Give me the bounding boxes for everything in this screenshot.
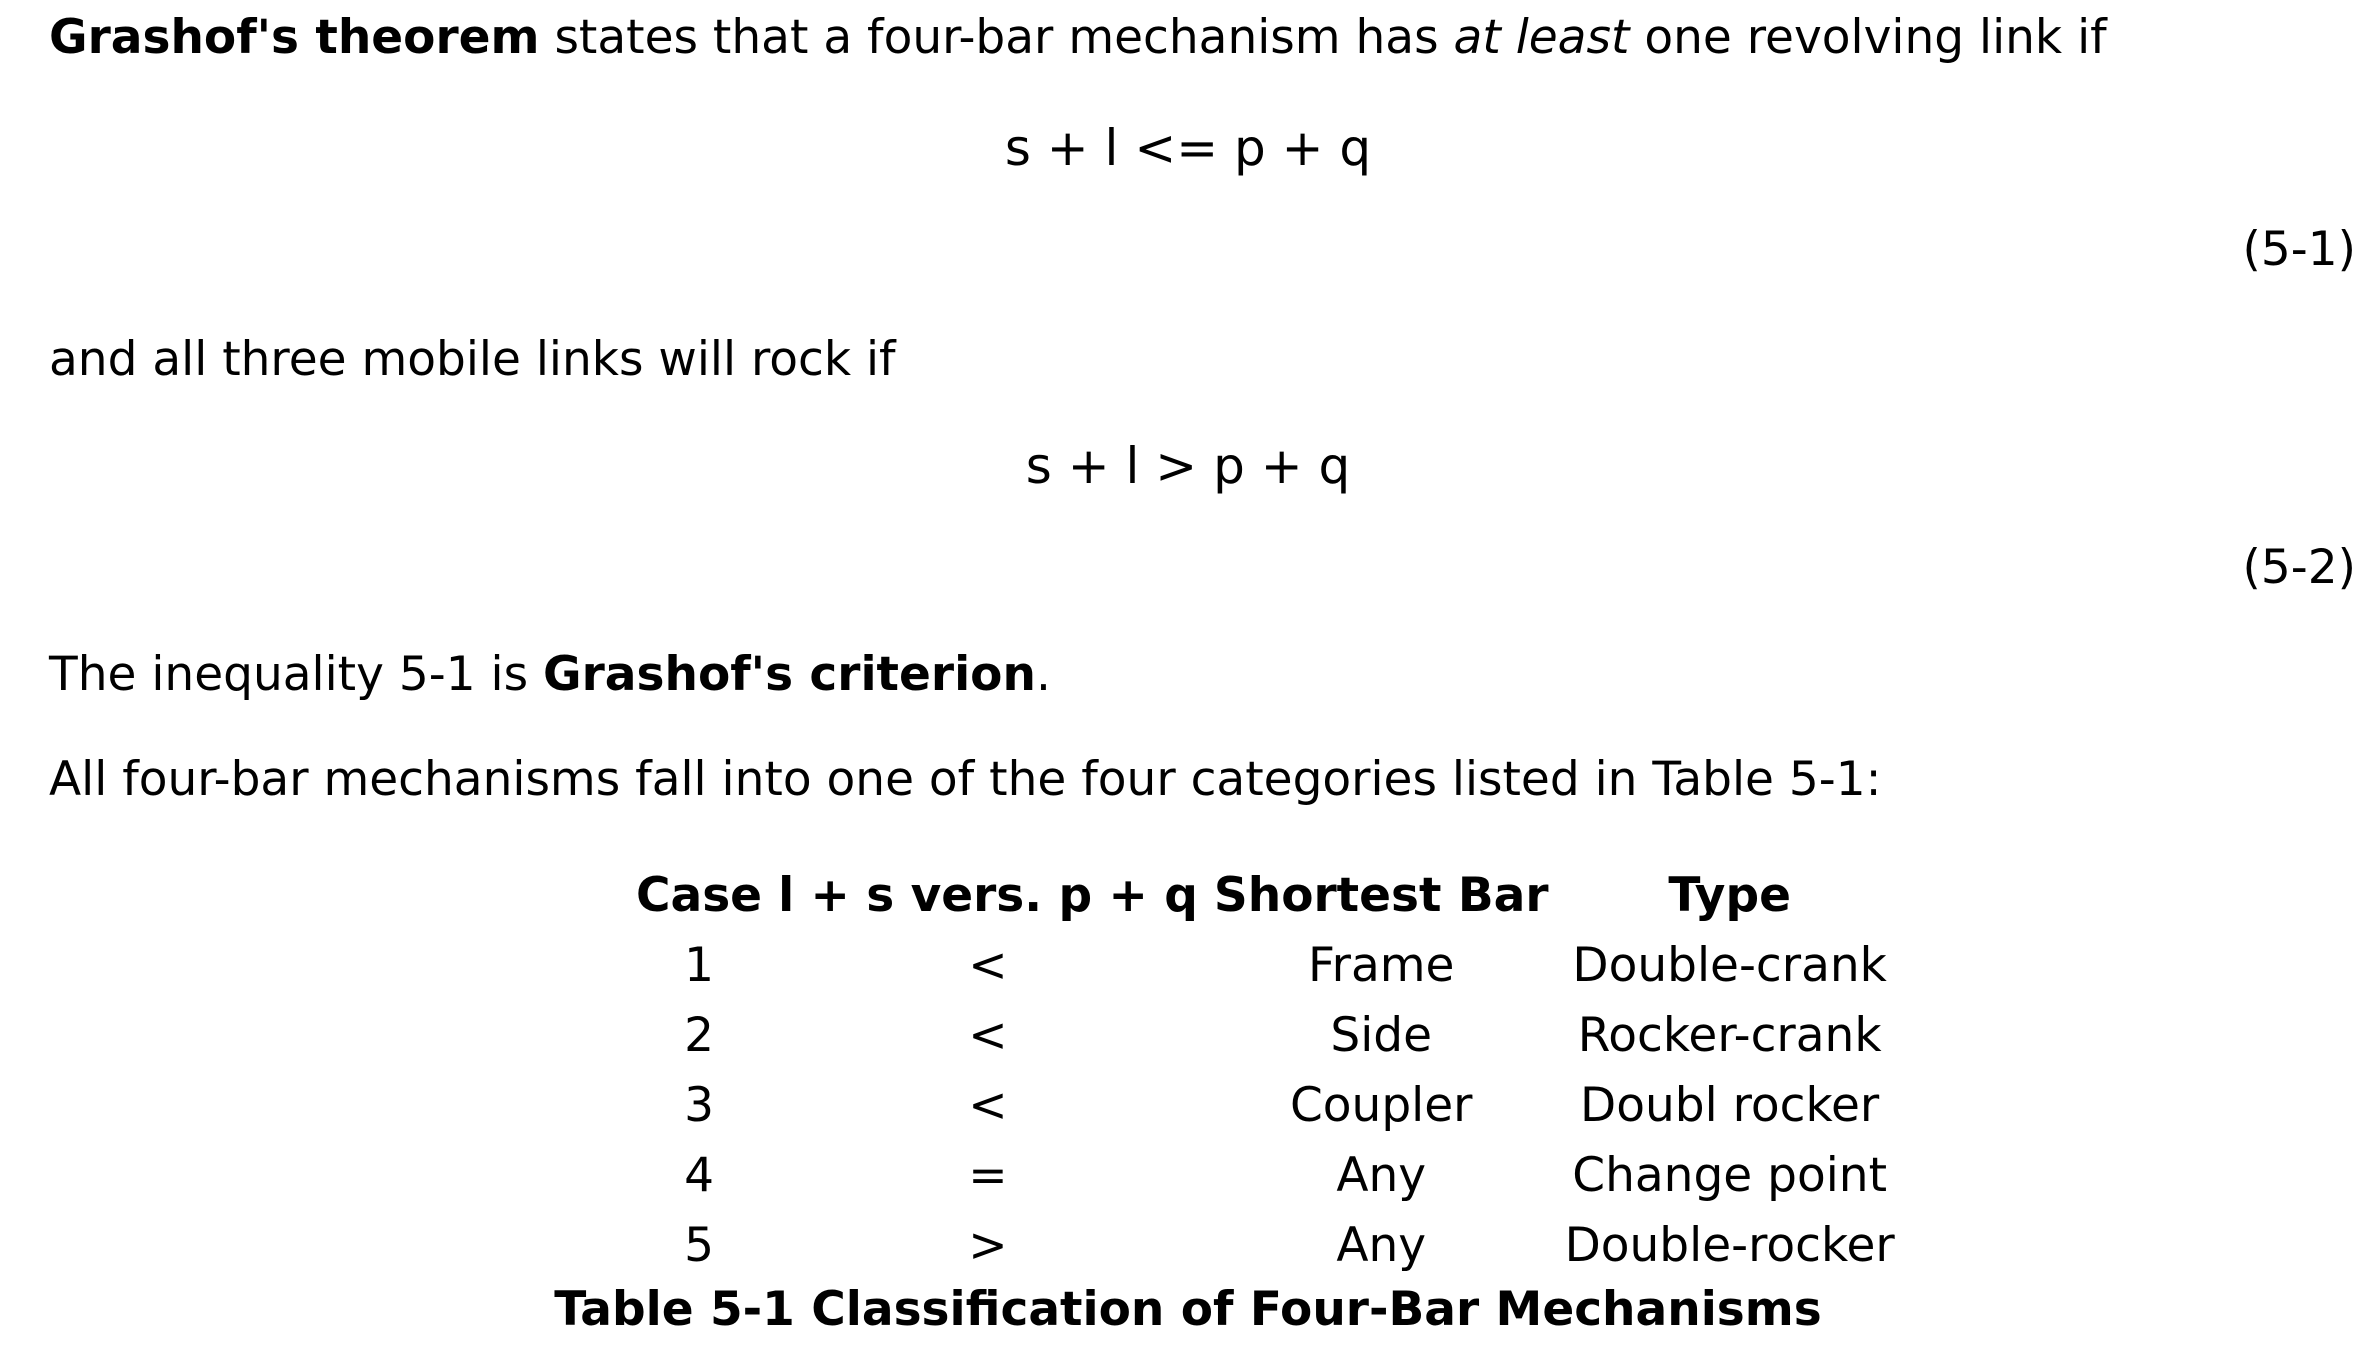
table-row — [628, 1210, 1903, 1280]
categories-intro-paragraph: All four-bar mechanisms fall into one of the four categories listed in Table 5-1: — [49, 752, 1882, 807]
cell-shortest-bar: Coupler — [1289, 1077, 1473, 1133]
classification-table — [628, 860, 1903, 1280]
cell-comparison: > — [968, 1217, 1008, 1273]
cell-type: Doubl rocker — [1580, 1077, 1880, 1133]
cell-comparison: = — [968, 1147, 1008, 1203]
equation-5-2-formula: s + l > p + q — [1025, 437, 1351, 495]
cell-shortest-bar: Any — [1336, 1147, 1427, 1203]
paragraph-text: states that a four-bar mechanism has — [539, 10, 1454, 65]
grashof-criterion-term: Grashof's criterion — [543, 647, 1036, 702]
cell-case: 1 — [684, 937, 714, 993]
equation-5-1-formula: s + l <= p + q — [1004, 119, 1372, 177]
cell-type: Change point — [1572, 1147, 1888, 1203]
cell-comparison: < — [968, 937, 1008, 993]
cell-shortest-bar: Frame — [1308, 937, 1455, 993]
header-type: Type — [1668, 867, 1791, 923]
equation-5-2-number: (5-2) — [2242, 540, 2356, 595]
table-header-row — [628, 860, 1903, 930]
cell-case: 2 — [684, 1007, 714, 1063]
table-row — [628, 1000, 1903, 1070]
header-shortest-bar: Shortest Bar — [1213, 867, 1549, 923]
cell-shortest-bar: Any — [1336, 1217, 1427, 1273]
paragraph-text: . — [1035, 647, 1051, 702]
emphasis-text: at least — [1453, 10, 1630, 65]
header-comparison: l + s vers. p + q — [778, 867, 1198, 923]
cell-case: 5 — [684, 1217, 714, 1273]
rock-condition-paragraph: and all three mobile links will rock if — [49, 332, 896, 387]
equation-5-1-number: (5-1) — [2242, 222, 2356, 277]
cell-case: 4 — [684, 1147, 714, 1203]
cell-comparison: < — [968, 1007, 1008, 1063]
cell-shortest-bar: Side — [1330, 1007, 1433, 1063]
cell-type: Rocker-crank — [1577, 1007, 1882, 1063]
grashof-theorem-term: Grashof's theorem — [49, 10, 540, 65]
cell-case: 3 — [684, 1077, 714, 1133]
table-row — [628, 930, 1903, 1000]
cell-comparison: < — [968, 1077, 1008, 1133]
table-row — [628, 1070, 1903, 1140]
paragraph-text: The inequality 5-1 is — [49, 647, 544, 702]
paragraph-text: one revolving link if — [1629, 10, 2107, 65]
criterion-paragraph — [49, 645, 1051, 705]
grashof-theorem-paragraph — [49, 8, 2107, 68]
cell-type: Double-rocker — [1564, 1217, 1895, 1273]
header-case: Case — [636, 867, 763, 923]
cell-type: Double-crank — [1572, 937, 1887, 993]
table-row — [628, 1140, 1903, 1210]
table-caption: Table 5-1 Classification of Four-Bar Mechanisms — [554, 1282, 1822, 1337]
